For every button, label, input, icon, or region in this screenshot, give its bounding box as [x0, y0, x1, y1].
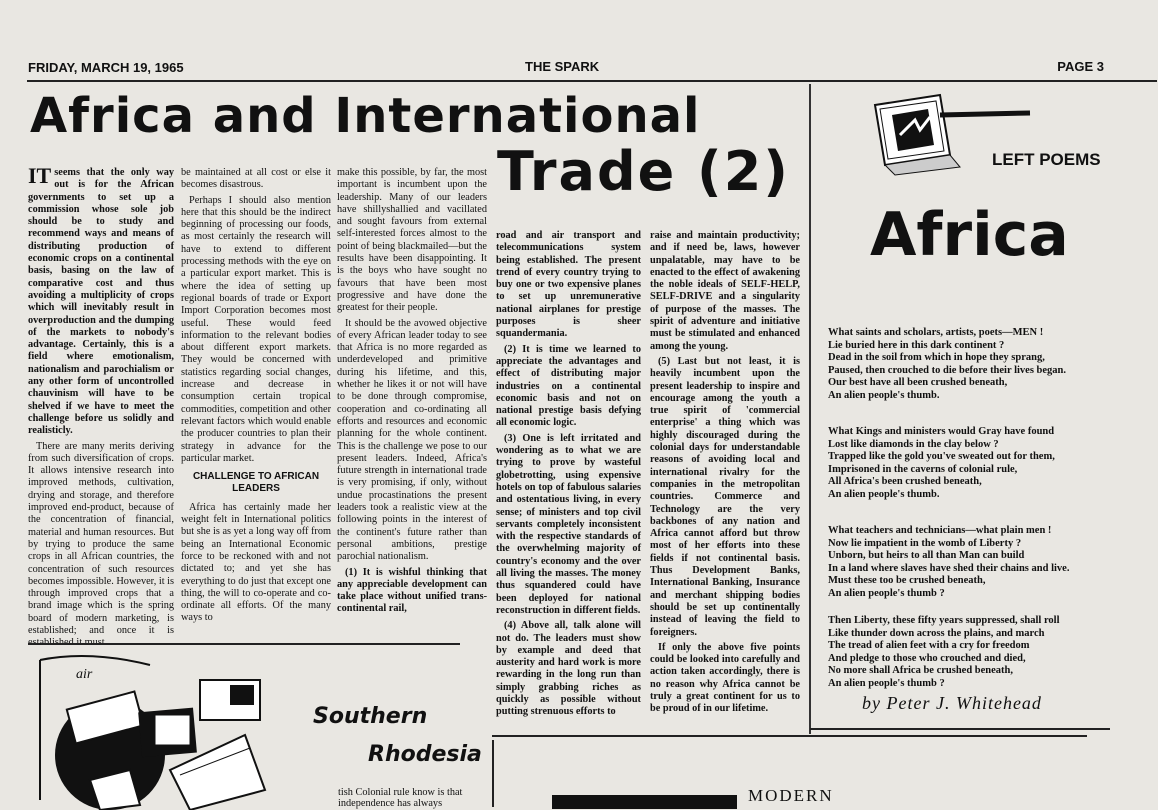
paragraph: (3) One is left irritated and wondering as to what we are trying to prove by wasteful globetrotting, using expensive hotels on top of fabulous salaries and ostentatious living, in every sense; of ministers and top civil servants completely inconsistent with the respective standards of the overwhelming majority of country's economy and the over all living the masses. The money thus squandered could have been deployed for national reconstruction in different fields.: [496, 432, 641, 616]
poem-line: Now lie impatient in the womb of Liberty ?: [828, 537, 1022, 549]
article-column-5: [650, 230, 800, 720]
logo-fragment: air: [76, 667, 93, 682]
paragraph: (1) It is wishful thinking that any appreciable development can take place without unified trans-continental rail,: [337, 566, 487, 615]
article-column-3: [337, 167, 487, 637]
poem-line: An alien people's thumb ?: [828, 677, 945, 689]
southern-heading: Southern: [313, 704, 428, 729]
poem-line: What teachers and technicians—what plain men !: [828, 525, 1052, 536]
poem-byline: by Peter J. Whitehead: [862, 693, 1042, 713]
article-fragment: tish Colonial rule know is that independence has always: [338, 787, 463, 809]
paragraph: IT seems that the only way out is for the African governments to set up a commission whose sole job should be to study and recommend ways and means of distributing production of economic crops on a continental basis, basing on the law of comparative cost and thus avoiding a multiplicity of crops which will inevitably result in overproduction and the dumping of the markets to nobody's advantage. Certainly, this is a field where emotionalism, nationalism and parochialism or any other form of uncontrolled chauvinism will have to be shelved if we have to meet the challenge before us solidly and realisticly.: [28, 163, 174, 437]
masthead: [28, 58, 1104, 76]
page-number: PAGE 3: [1057, 59, 1104, 74]
section-rule: [492, 735, 1087, 737]
letters-illustration-icon: [30, 650, 330, 810]
section-rule: [28, 643, 460, 645]
paragraph: road and air transport and telecommunications system being established. The present trend of every country trying to buy one or two expensive planes to set up unremunerative national airplanes for prestige purposes is sheer squandermania.: [496, 230, 641, 340]
poem-line: Must these too be crushed beneath,: [828, 575, 986, 587]
column-divider: [809, 84, 811, 734]
paragraph: raise and maintain productivity; and if need be, laws, however unpalatable, may have to be enacted to the effect of awakening the noble ideals of SELF-HELP, SELF-DRIVE and a singularity of purpose of the masses. The spirit of adventure and initiative must be stimulated and enhanced among the young.: [650, 230, 800, 352]
poem-line: What saints and scholars, artists, poets—MEN !: [828, 327, 1044, 338]
poem-stanza-1: [828, 327, 1158, 403]
poem-line: Like thunder down across the plains, and march: [828, 627, 1045, 639]
poem-line: An alien people's thumb.: [828, 389, 940, 401]
paragraph: be maintained at all cost or else it becomes disastrous.: [181, 167, 331, 191]
poem-line: In a land where slaves have shed their chains and live.: [828, 562, 1070, 574]
poem-line: Trapped like the gold you've sweated out for them,: [828, 451, 1055, 463]
poem-line: Then Liberty, these fifty years suppressed, shall roll: [828, 615, 1060, 626]
poem-line: The tread of alien feet with a cry for freedom: [828, 640, 1030, 652]
poem-line: Lost like diamonds in the clay below ?: [828, 438, 999, 450]
article-column-2: [181, 167, 331, 637]
poem-title: Africa: [870, 200, 1069, 270]
headline-line2: Trade (2): [497, 140, 790, 203]
paragraph: (5) Last but not least, it is heavily incumbent upon the present leadership to inspire and encourage among the youth a true spirit of 'commercial enterprise' a thing which was highly discouraged during the colonial days for understandable reasons of avoiding local and international rivalry for the companies in the metropolitan countries. Commerce and Technology are the very backbones of any nation and Africa cannot afford but throw most of her efforts into these fields if not continental basis. Thus Development Banks, International Banking, Insurance and merchant shipping bodies should be set up continentally instead of leaving the field to foreigners.: [650, 355, 800, 638]
poem-stanza-4: [828, 615, 1158, 691]
dropcap: IT: [28, 163, 52, 188]
article-column-1: [28, 163, 175, 637]
section-rule: [810, 728, 1110, 730]
books-illustration-icon: [870, 95, 980, 175]
poem-line: Lie buried here in this dark continent ?: [828, 339, 1005, 351]
masthead-rule: [27, 80, 1157, 82]
poem-line: Dead in the soil from which in hope they sprang,: [828, 352, 1045, 364]
subheading: CHALLENGE TO AFRICAN LEADERS: [192, 471, 320, 495]
article-column-4: [496, 230, 641, 720]
paper-name: THE SPARK: [525, 59, 600, 74]
poem-line: All Africa's been crushed beneath,: [828, 476, 982, 488]
poem-line: No more shall Africa be crushed beneath,: [828, 665, 1014, 677]
paragraph: There are many merits deriving from such diversification of crops. It allows intensive research into improved methods, cultivation, drying and storage, and therefore improved end-product, because of the concentration of financial, material and human resources. But by trying to produce the same crops in all African countries, the concentration of such resources becomes impossible. However, it is through improved crops that a brand image which is the spring board of modern marketing, is established; and once it is: [28, 440, 175, 636]
paragraph: If only the above five points could be looked into carefully and action taken accordingly, there is no reason why Africa cannot be truly a great continent for us to be proud of in our lifetime.: [650, 641, 800, 715]
issue-date: FRIDAY, MARCH 19, 1965: [28, 60, 184, 75]
section-rule: [492, 740, 494, 807]
paragraph: It should be the avowed objective of every African leader today to see that Africa is no more regarded as underdeveloped and primitive during his lifetime, and this, whether he likes it or not will have to be done through compromise, cooperation and co-ordinating all efforts and resources and economic planning for the whole continent. This is the challenge we pose to our present leaders. Indeed, Africa's future strength in international trade is very promising, if only, without undue procastinations the present leaders took a realistic view at the following points in the interest of the continent's future rather than personal ambitions, prestige parochial nationalism.: [337, 317, 487, 563]
poem-line: Our best have all been crushed beneath,: [828, 377, 1008, 389]
poem-line: Unborn, but heirs to all than Man can build: [828, 550, 1025, 562]
paragraph: (4) Above all, talk alone will not do. The leaders must show by example and deed that austerity and hard work is more rewarding in the long run than simply grabbing riches as quickly as possible without putting strenuous efforts to: [496, 620, 641, 718]
poem-line: Imprisoned in the caverns of colonial rule,: [828, 463, 1018, 475]
paragraph: (2) It is time we learned to appreciate the advantages and effect of distributing major industries on a continental economic basis and not on national prestige basis defying all economic logic.: [496, 343, 641, 429]
poem-line: And pledge to those who crouched and died,: [828, 652, 1026, 664]
modern-heading: MODERN: [748, 786, 834, 805]
paragraph: make this possible, by far, the most important is incumbent upon the leadership. Many of our leaders have shillyshallied and vacillated and sought favours from external self-interested forces almost to the point of being blackmailed—but the results have been disappointing. It is the boys who have sought no favours that have been most progressive and have done the greatest for their people.: [337, 167, 487, 314]
rhodesia-heading: Rhodesia: [368, 742, 482, 767]
poem-stanza-3: [828, 525, 1158, 601]
paragraph: Perhaps I should also mention here that this should be the indirect beginning of processing our foods, as most certainly the research will have to extend to different processing methods with the eye on a particular export market. This is where the idea of setting up regional boards of trade or Export Import Corporation becomes most useful. These would feed information to the relevant bodies about different export markets. They would be concerned with statistics regarding social changes, increase and decrease in consumption certain tropical commodities, competition and other relevant factors which would enable the producer countries to plan their strategy in advance for the particular market.: [181, 194, 331, 464]
poem-line: Paused, then crouched to die before their lives began.: [828, 364, 1066, 376]
poems-section-title: LEFT POEMS: [992, 150, 1101, 169]
paragraph: Africa has certainly made her weight felt in International politics but she is as yet a long way off from being an International Economic force to be reckoned with and not dictated to; and yet she has everything to do just that except one thing, the will to co-operate and co-ordinate all efforts. Of the many ways to: [181, 501, 331, 624]
poem-stanza-2: [828, 426, 1158, 502]
poem-line: An alien people's thumb.: [828, 488, 940, 500]
poem-line: What Kings and ministers would Gray have found: [828, 426, 1055, 437]
illustration-block: [552, 795, 737, 809]
headline-line1: Africa and International: [30, 88, 701, 144]
poem-line: An alien people's thumb ?: [828, 587, 945, 599]
